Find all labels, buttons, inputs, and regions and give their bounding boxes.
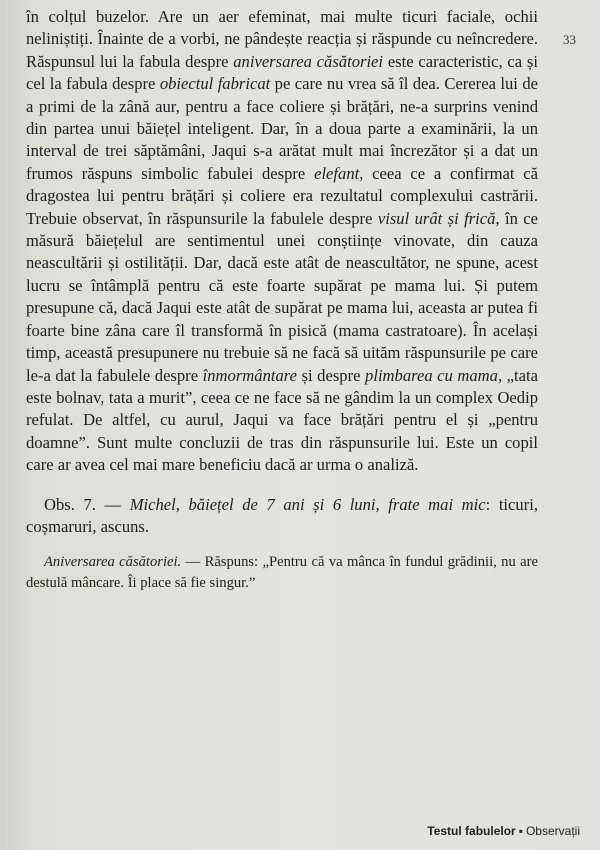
text-run: , în ce măsură băiețelul are sentimentul unei conștiințe vinovate, din cauza neascultării și ostilității. Dar, dacă este atât de neascultător, ne spune, acest lucru se întâmplă pentru că este foarte supărat pe mama lui. Și putem presupune că, dacă Jaqui este atât de supărat pe mama lui, aceasta ar putea fi foarte bine zâna care îl transformă în pisică (mama castratoare). În același timp, această presupunere nu trebuie să ne facă să uităm răspunsurile pe care le-a dat la fabulele despre bbox=[26, 208, 538, 385]
observation-label: Obs. 7. — bbox=[44, 494, 130, 514]
text-run: , „tata este bolnav, tata a murit”, ceea ce ne face să ne gândim la un complex Oedip refulat. De altfel, cu aurul, Jaqui va face brățări pentru el și „pentru doamne”. Sunt multe concluzii de tras din răspunsurile lui. Este un copil care ar avea cel mai mare beneficiu dacă ar urma o analiză. bbox=[26, 365, 538, 475]
running-footer bbox=[427, 824, 580, 838]
observation-subject: Michel, băiețel de 7 ani și 6 luni, frate mai mic bbox=[129, 494, 486, 514]
observation-rest: : ticuri, coșmaruri, ascuns. bbox=[26, 494, 538, 536]
text-run: este caracteristic, ca și cel la fabula despre bbox=[26, 51, 539, 94]
italic-run: obiectul fabricat bbox=[159, 74, 271, 94]
footer-separator: ▪ bbox=[518, 824, 523, 838]
text-run: , ceea ce a confirmat că dragostea lui pentru brățări și coliere era rezultatul complexului castrării. Trebuie observat, în răspunsurile la fabulele despre bbox=[26, 163, 539, 228]
text-run: pe care nu vrea să îl dea. Cererea lui de a primi de la zână aur, pentru a face coliere și brățări, ne-a surprins venind din partea unui băiețel inteligent. Dar, în a doua parte a examinării, la un interval de trei săptămâni, Jaqui s-a arătat mult mai încrezător și a dat un frumos răspuns simbolic fabulei despre bbox=[26, 74, 538, 183]
italic-run: înmormântare bbox=[202, 365, 297, 385]
footer-section: Observații bbox=[525, 824, 580, 838]
italic-run: elefant bbox=[314, 163, 360, 183]
footer-book-title: Testul fabulelor bbox=[427, 824, 516, 838]
italic-run: visul urât și frică bbox=[377, 208, 496, 228]
answer-paragraph bbox=[26, 552, 538, 594]
body-text bbox=[26, 6, 538, 594]
answer-fable-title: Aniversarea căsătoriei. bbox=[44, 554, 182, 571]
page-number: 33 bbox=[563, 32, 576, 47]
main-paragraph bbox=[26, 6, 538, 477]
italic-run: aniversarea căsătoriei bbox=[233, 51, 384, 71]
text-run: în colțul buzelor. Are un aer efeminat, mai multe ticuri faciale, ochii neliniștiți. Înainte de a vorbi, ne pândește reacția și răspunde cu neîncredere. Răspunsul lui la fabula despre bbox=[26, 7, 538, 71]
observation-line bbox=[26, 494, 538, 539]
italic-run: plimbarea cu mama bbox=[365, 365, 498, 385]
text-run: și despre bbox=[296, 365, 366, 385]
answer-text: — Răspuns: „Pentru că va mânca în fundul grădinii, nu are destulă mâncare. Îi place să fie singur.” bbox=[26, 554, 538, 592]
